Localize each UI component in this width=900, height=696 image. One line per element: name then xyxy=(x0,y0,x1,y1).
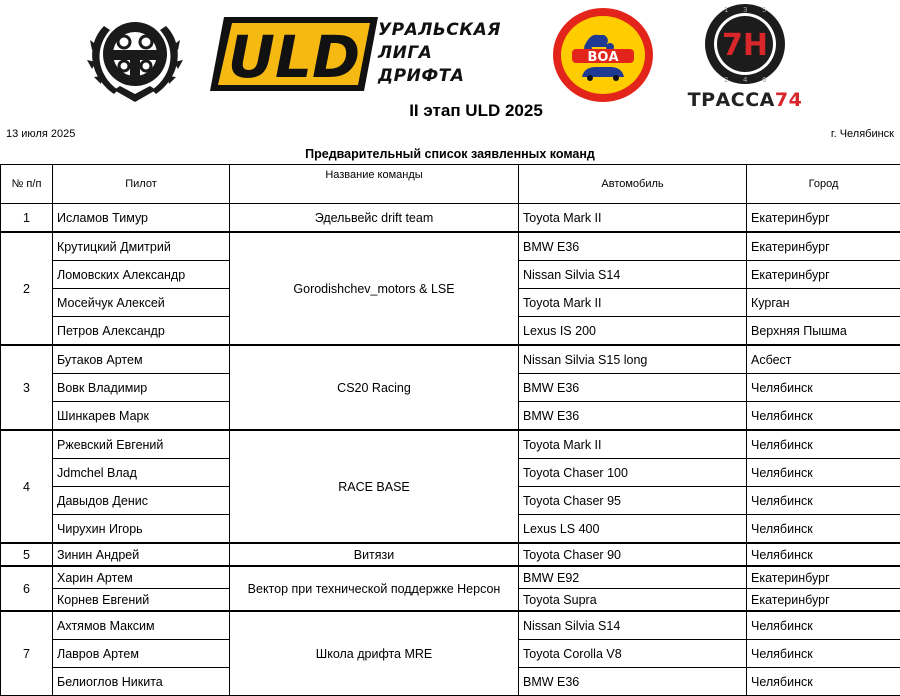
dial-digit-1: 1 xyxy=(724,6,728,14)
pilot-cell: Чирухин Игорь xyxy=(53,515,230,544)
car-cell: Lexus IS 200 xyxy=(519,317,747,346)
table-row xyxy=(1,543,900,566)
pilot-cell: Корнев Евгений xyxy=(53,589,230,612)
pilot-cell: Петров Александр xyxy=(53,317,230,346)
city-cell: Челябинск xyxy=(747,640,900,668)
city-cell: Челябинск xyxy=(747,515,900,544)
teams-table xyxy=(0,164,900,696)
dial-digit-4: 4 xyxy=(743,76,748,84)
car-cell: Toyota Chaser 100 xyxy=(519,459,747,487)
dial-digit-3: 3 xyxy=(743,6,747,14)
car-cell: Nissan Silvia S14 xyxy=(519,261,747,289)
car-cell: Toyota Supra xyxy=(519,589,747,612)
steering-wheel-logo-icon xyxy=(84,6,186,106)
uld-logo xyxy=(210,17,530,91)
team-number-cell: 3 xyxy=(1,345,53,430)
uld-mark-icon xyxy=(210,17,378,91)
team-name-cell: Эдельвейс drift team xyxy=(230,204,519,233)
pilot-cell: Лавров Артем xyxy=(53,640,230,668)
table-row xyxy=(1,204,900,233)
city-cell: Челябинск xyxy=(747,668,900,696)
car-cell: Toyota Mark II xyxy=(519,289,747,317)
pilot-cell: Jdmchel Влад xyxy=(53,459,230,487)
track74-logo xyxy=(680,3,810,111)
car-cell: BMW E36 xyxy=(519,374,747,402)
car-cell: Toyota Mark II xyxy=(519,204,747,233)
stage-title: II этап ULD 2025 xyxy=(0,101,900,121)
event-date: 13 июля 2025 xyxy=(6,128,75,140)
city-cell: Екатеринбург xyxy=(747,232,900,261)
table-row xyxy=(1,430,900,459)
dial-digit-2: 2 xyxy=(724,76,728,84)
team-number-cell: 2 xyxy=(1,232,53,345)
table-row xyxy=(1,345,900,374)
team-name-cell: RACE BASE xyxy=(230,430,519,543)
city-cell: Челябинск xyxy=(747,487,900,515)
pilot-cell: Ржевский Евгений xyxy=(53,430,230,459)
team-number-cell: 7 xyxy=(1,611,53,696)
voa-logo-icon xyxy=(552,7,654,103)
pilot-cell: Исламов Тимур xyxy=(53,204,230,233)
table-row xyxy=(1,611,900,640)
city-cell: Челябинск xyxy=(747,402,900,431)
track-logo-name-text: ТРАССА xyxy=(688,89,775,111)
team-number-cell: 1 xyxy=(1,204,53,233)
table-row xyxy=(1,566,900,589)
city-cell: Челябинск xyxy=(747,374,900,402)
team-number-cell: 5 xyxy=(1,543,53,566)
city-cell: Челябинск xyxy=(747,459,900,487)
column-header-team: Название команды xyxy=(230,165,519,204)
dial-digit-6: 6 xyxy=(762,76,767,84)
team-name-cell: Школа дрифта MRE xyxy=(230,611,519,696)
car-cell: Nissan Silvia S14 xyxy=(519,611,747,640)
pilot-cell: Ахтямов Максим xyxy=(53,611,230,640)
teams-table-body xyxy=(1,204,900,696)
uld-mark-text: ULD xyxy=(228,23,360,91)
pilot-cell: Харин Артем xyxy=(53,566,230,589)
track-logo-mark: 7Н xyxy=(722,28,768,63)
city-cell: Екатеринбург xyxy=(747,589,900,612)
pilot-cell: Ломовских Александр xyxy=(53,261,230,289)
column-header-number: № п/п xyxy=(1,165,53,204)
city-cell: Екатеринбург xyxy=(747,204,900,233)
city-cell: Челябинск xyxy=(747,543,900,566)
city-cell: Курган xyxy=(747,289,900,317)
pilot-cell: Мосейчук Алексей xyxy=(53,289,230,317)
uld-subtitle-line-2: ЛИГА xyxy=(378,44,432,62)
car-cell: BMW E36 xyxy=(519,402,747,431)
team-name-cell: Вектор при технической поддержке Нерсон xyxy=(230,566,519,611)
city-cell: Екатеринбург xyxy=(747,566,900,589)
team-name-cell: Gorodishchev_motors & LSE xyxy=(230,232,519,345)
team-name-cell: CS20 Racing xyxy=(230,345,519,430)
track-logo-number: 74 xyxy=(775,89,802,111)
uld-subtitle-line-3: ДРИФТА xyxy=(378,67,464,85)
uld-subtitle-line-1: УРАЛЬСКАЯ xyxy=(378,21,501,39)
car-cell: Toyota Corolla V8 xyxy=(519,640,747,668)
pilot-cell: Шинкарев Марк xyxy=(53,402,230,431)
table-header-row xyxy=(1,165,900,204)
voa-logo-text: ВОА xyxy=(587,50,618,65)
city-cell: Верхняя Пышма xyxy=(747,317,900,346)
column-header-pilot: Пилот xyxy=(53,165,230,204)
city-cell: Челябинск xyxy=(747,611,900,640)
pilot-cell: Крутицкий Дмитрий xyxy=(53,232,230,261)
car-cell: BMW E36 xyxy=(519,668,747,696)
list-title: Предварительный список заявленных команд xyxy=(0,147,900,161)
column-header-car: Автомобиль xyxy=(519,165,747,204)
pilot-cell: Вовк Владимир xyxy=(53,374,230,402)
car-cell: BMW E36 xyxy=(519,232,747,261)
team-number-cell: 4 xyxy=(1,430,53,543)
car-cell: Lexus LS 400 xyxy=(519,515,747,544)
city-cell: Челябинск xyxy=(747,430,900,459)
gear-shift-dial-icon xyxy=(680,3,810,89)
car-cell: Toyota Chaser 95 xyxy=(519,487,747,515)
pilot-cell: Бутаков Артем xyxy=(53,345,230,374)
city-cell: Екатеринбург xyxy=(747,261,900,289)
pilot-cell: Белиоглов Никита xyxy=(53,668,230,696)
car-cell: Toyota Mark II xyxy=(519,430,747,459)
dial-digit-5: 5 xyxy=(762,6,766,14)
team-name-cell: Витязи xyxy=(230,543,519,566)
car-cell: Toyota Chaser 90 xyxy=(519,543,747,566)
column-header-city: Город xyxy=(747,165,900,204)
car-cell: Nissan Silvia S15 long xyxy=(519,345,747,374)
pilot-cell: Давыдов Денис xyxy=(53,487,230,515)
city-cell: Асбест xyxy=(747,345,900,374)
event-city: г. Челябинск xyxy=(831,128,894,140)
table-row xyxy=(1,232,900,261)
pilot-cell: Зинин Андрей xyxy=(53,543,230,566)
car-cell: BMW E92 xyxy=(519,566,747,589)
team-number-cell: 6 xyxy=(1,566,53,611)
